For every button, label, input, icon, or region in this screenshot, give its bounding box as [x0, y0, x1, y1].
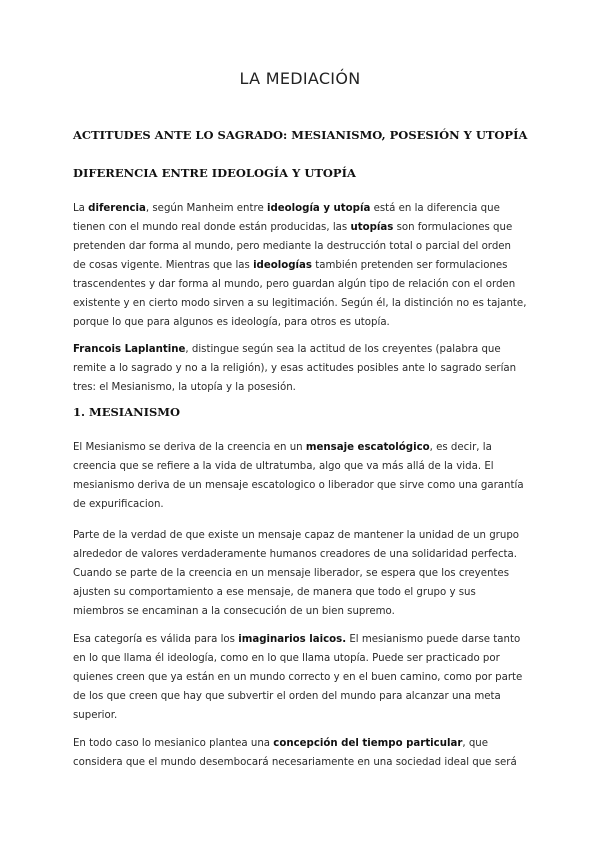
paragraph-mensaje — [73, 526, 533, 621]
section-heading-actitudes: ACTITUDES ANTE LO SAGRADO: MESIANISMO, POSESIÓN Y UTOPÍA — [73, 128, 528, 142]
text-line: pretenden dar forma al mundo, pero mediante la destrucción total o parcial del orden — [73, 241, 512, 252]
text-line: trascendentes y dar forma al mundo, pero guardan algún tipo de relación con el orden — [73, 279, 516, 290]
text-line: Cuando se parte de la creencia en un mensaje liberador, se espera que los creyentes — [73, 568, 510, 579]
page-title: LA MEDIACIÓN — [239, 69, 361, 88]
text-line: mesianismo deriva de un mensaje escatologico o liberador que sirve como una garantía — [73, 480, 524, 491]
text-line: de expurificacion. — [73, 499, 164, 510]
text-line: quienes creen que ya están en un mundo correcto y en el buen camino, como por parte — [73, 672, 523, 683]
text-line: alrededor de valores verdaderamente humanos creadores de una solidaridad perfecta. — [73, 549, 518, 560]
text-line: porque lo que para algunos es ideología, para otros es utopía. — [73, 317, 390, 328]
text-line: remite a lo sagrado y no a la religión), y esas actitudes posibles ante lo sagrado serían — [73, 363, 517, 374]
text-line: ajusten su comportamiento a ese mensaje, de manera que todo el grupo y sus — [73, 587, 476, 598]
section-heading-mesianismo: 1. MESIANISMO — [73, 405, 181, 419]
paragraph-mesianismo — [73, 438, 533, 514]
text-line: superior. — [73, 710, 118, 721]
text-line: Parte de la verdad de que existe un mensaje capaz de mantener la unidad de un grupo — [73, 530, 520, 541]
text-line: Esa categoría es válida para los imaginarios laicos. El mesianismo puede darse tanto — [73, 634, 521, 645]
text-line: miembros se encaminan a la consecución de un bien supremo. — [73, 606, 395, 617]
paragraph-laplantine — [73, 340, 533, 397]
text-line: tres: el Mesianismo, la utopía y la posesión. — [73, 382, 296, 393]
text-line: considera que el mundo desembocará necesariamente en una sociedad ideal que será — [73, 757, 517, 768]
section-heading-diferencia: DIFERENCIA ENTRE IDEOLOGÍA Y UTOPÍA — [73, 166, 356, 180]
text-line: En todo caso lo mesianico plantea una concepción del tiempo particular, que — [73, 738, 489, 749]
paragraph-diferencia — [73, 199, 533, 332]
text-line: creencia que se refiere a la vida de ultratumba, algo que va más allá de la vida. El — [73, 461, 494, 472]
paragraph-tiempo — [73, 734, 533, 772]
text-line: existente y en cierto modo sirven a su legitimación. Según él, la distinción no es tajante, — [73, 298, 527, 309]
text-line: de cosas vigente. Mientras que las ideologías también pretenden ser formulaciones — [73, 260, 508, 271]
text-line: en lo que llama él ideología, como en lo que llama utopía. Puede ser practicado por — [73, 653, 500, 664]
text-line: de los que creen que hay que subvertir el orden del mundo para alcanzar una meta — [73, 691, 501, 702]
text-line: El Mesianismo se deriva de la creencia en un mensaje escatológico, es decir, la — [73, 442, 492, 453]
paragraph-imaginarios — [73, 630, 533, 725]
text-line: Francois Laplantine, distingue según sea la actitud de los creyentes (palabra que — [73, 344, 501, 355]
text-line: tienen con el mundo real donde están producidas, las utopías son formulaciones que — [73, 222, 513, 233]
text-line: La diferencia, según Manheim entre ideología y utopía está en la diferencia que — [73, 203, 500, 214]
